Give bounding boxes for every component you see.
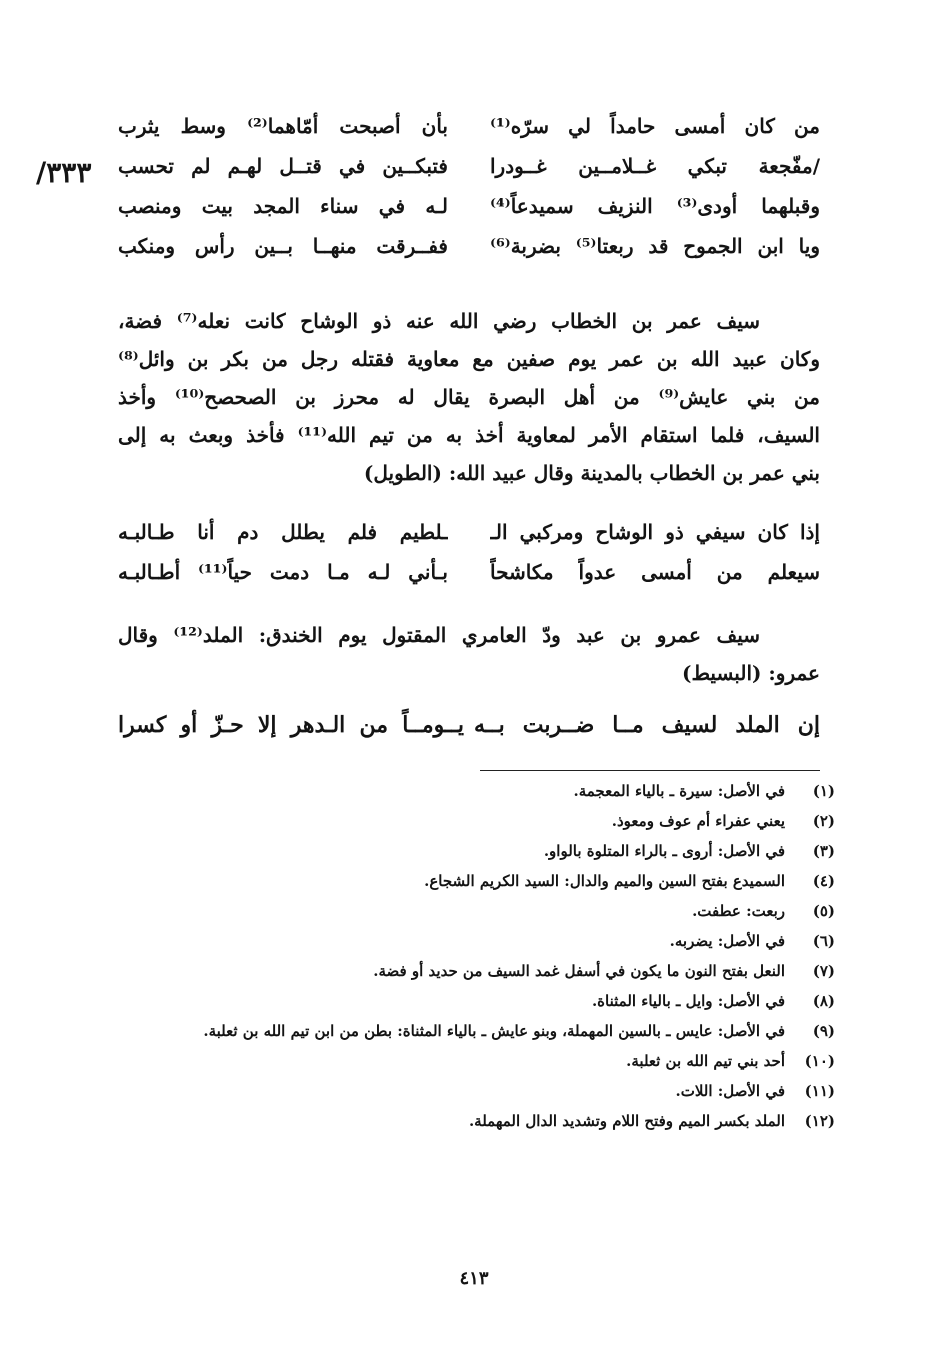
footnote-text: في الأصل: عايس ـ بالسين المهملة، وبنو عايش ـ بالياء المثناة: بطن من ابن تيم الله بن ثعلبة. (203, 1022, 785, 1040)
verse-line (118, 186, 820, 226)
verse-line (118, 106, 820, 146)
footnote (130, 958, 835, 984)
footnote-number: (٨) (812, 992, 835, 1010)
verse-left-hemistich: بأن أصبحت أمّاهما⁽²⁾ وسط يثرب (118, 114, 448, 138)
verse-left-hemistich: لـه في سناء المجد بيت ومنصب (118, 194, 448, 218)
footnote-text: ربعت: عطفت. (692, 902, 785, 920)
footnote-number: (١٢) (804, 1112, 835, 1130)
paragraph-line: من بني عايش⁽⁹⁾ من أهل البصرة يقال له محرز بن الصحصح⁽¹⁰⁾ وأخذ (118, 385, 820, 409)
paragraph-line: سيف عمرو بن عبد ودّ العامري المقتول يوم الخندق: الملد⁽¹²⁾ وقال (118, 623, 760, 647)
footnote-number: (٥) (812, 902, 835, 920)
verse-line (118, 552, 820, 592)
page-number: ٤١٣ (459, 1268, 489, 1289)
verse-left-hemistich: فتبكــين في قتــل لهـم لم تحسب (118, 154, 448, 178)
footnote (130, 1048, 835, 1074)
footnote (130, 1078, 835, 1104)
poem-block-1 (118, 106, 820, 266)
verse-right-hemistich: ويا ابن الجموح قد ربعتا⁽⁵⁾ بضربة⁽⁶⁾ (490, 234, 820, 258)
footnote-text: في الأصل: أروى ـ بالراء المتلوة بالواو. (543, 842, 785, 860)
paragraph-umar-sword (118, 302, 820, 492)
paragraph-amr-sword (118, 616, 820, 692)
verse-line (118, 705, 820, 745)
poem-block-2 (118, 512, 820, 592)
footnote-number: (٦) (812, 932, 835, 950)
footnote-number: (٩) (812, 1022, 835, 1040)
verse-left-hemistich: ـلطيم فلم يطلل دم أنا طـالبـه (118, 520, 448, 544)
footnote-text: النعل بفتح النون ما يكون في أسفل غمد السيف من حديد أو فضة. (373, 962, 785, 980)
paragraph-line: عمرو: (البسيط) (681, 661, 820, 685)
footnote (130, 838, 835, 864)
footnote (130, 988, 835, 1014)
footnote-number: (٢) (812, 812, 835, 830)
paragraph-line: سيف عمر بن الخطاب رضي الله عنه ذو الوشاح كانت نعله⁽⁷⁾ فضة، (118, 309, 760, 333)
footnote (130, 808, 835, 834)
footnote (130, 898, 835, 924)
footnote-text: الملد بكسر الميم وفتح اللام وتشديد الدال المهملة. (468, 1112, 785, 1130)
margin-page-marker: /٣٣٣ (36, 156, 92, 189)
footnote (130, 778, 835, 804)
verse-right-hemistich: إذا كان سيفي ذو الوشاح ومركبي الـ (490, 520, 820, 544)
verse-line (118, 226, 820, 266)
footnote-text: في الأصل: سيرة ـ بالياء المعجمة. (573, 782, 785, 800)
verse-right-hemistich: /مفّجعة تبكي غــلامــين غــودرا (490, 154, 820, 178)
footnote-number: (١١) (804, 1082, 835, 1100)
footnote-number: (١) (812, 782, 835, 800)
footnote (130, 868, 835, 894)
footnote-number: (٧) (812, 962, 835, 980)
footnote (130, 928, 835, 954)
footnote-text: في الأصل: اللات. (675, 1082, 785, 1100)
paragraph-line: بني عمر بن الخطاب بالمدينة وقال عبيد الله: (الطويل) (363, 461, 820, 485)
verse-right-hemistich: إن الملد لسيف مــا ضــربت بــه (474, 712, 820, 738)
verse-line (118, 512, 820, 552)
footnote-text: في الأصل: يضربه. (669, 932, 785, 950)
footnote (130, 1108, 835, 1134)
footnote-number: (٤) (812, 872, 835, 890)
verse-right-hemistich: سيعلم من أمسى عدواً مكاشحاً (490, 560, 820, 584)
footnote-text: السميدع بفتح السين والميم والدال: السيد الكريم الشجاع. (424, 872, 785, 890)
footnote-separator (480, 770, 820, 771)
footnote-number: (٣) (812, 842, 835, 860)
footnotes (130, 778, 835, 1138)
verse-left-hemistich: ففــرقت منهــا بــين رأس ومنكب (118, 234, 448, 258)
footnote-text: في الأصل: وايل ـ بالياء المثناة. (591, 992, 785, 1010)
verse-right-hemistich: وقبلهما أودى⁽³⁾ النزيف سميدعاً⁽⁴⁾ (490, 194, 820, 218)
footnote-text: يعني عفراء أم عوف ومعوذ. (611, 812, 785, 830)
footnote-text: أحد بني تيم الله بن ثعلبة. (626, 1052, 785, 1070)
paragraph-line: السيف، فلما استقام الأمر لمعاوية أخذ به من تيم الله⁽¹¹⁾ فأخذ وبعث به إلى (118, 423, 820, 447)
paragraph-line: وكان عبيد الله بن عمر يوم صفين مع معاوية فقتله رجل من بكر بن وائل⁽⁸⁾ (118, 347, 820, 371)
verse-left-hemistich: يــومــاً من الـدهر إلا حـزّ أو كسرا (118, 712, 464, 738)
verse-right-hemistich: من كان أمسى حامداً لي سرّه⁽¹⁾ (490, 114, 820, 138)
verse-left-hemistich: بـأني لـه مـا دمت حياً⁽¹¹⁾ أطـالبـه (118, 560, 448, 584)
footnote (130, 1018, 835, 1044)
footnote-number: (١٠) (804, 1052, 835, 1070)
verse-line (118, 146, 820, 186)
